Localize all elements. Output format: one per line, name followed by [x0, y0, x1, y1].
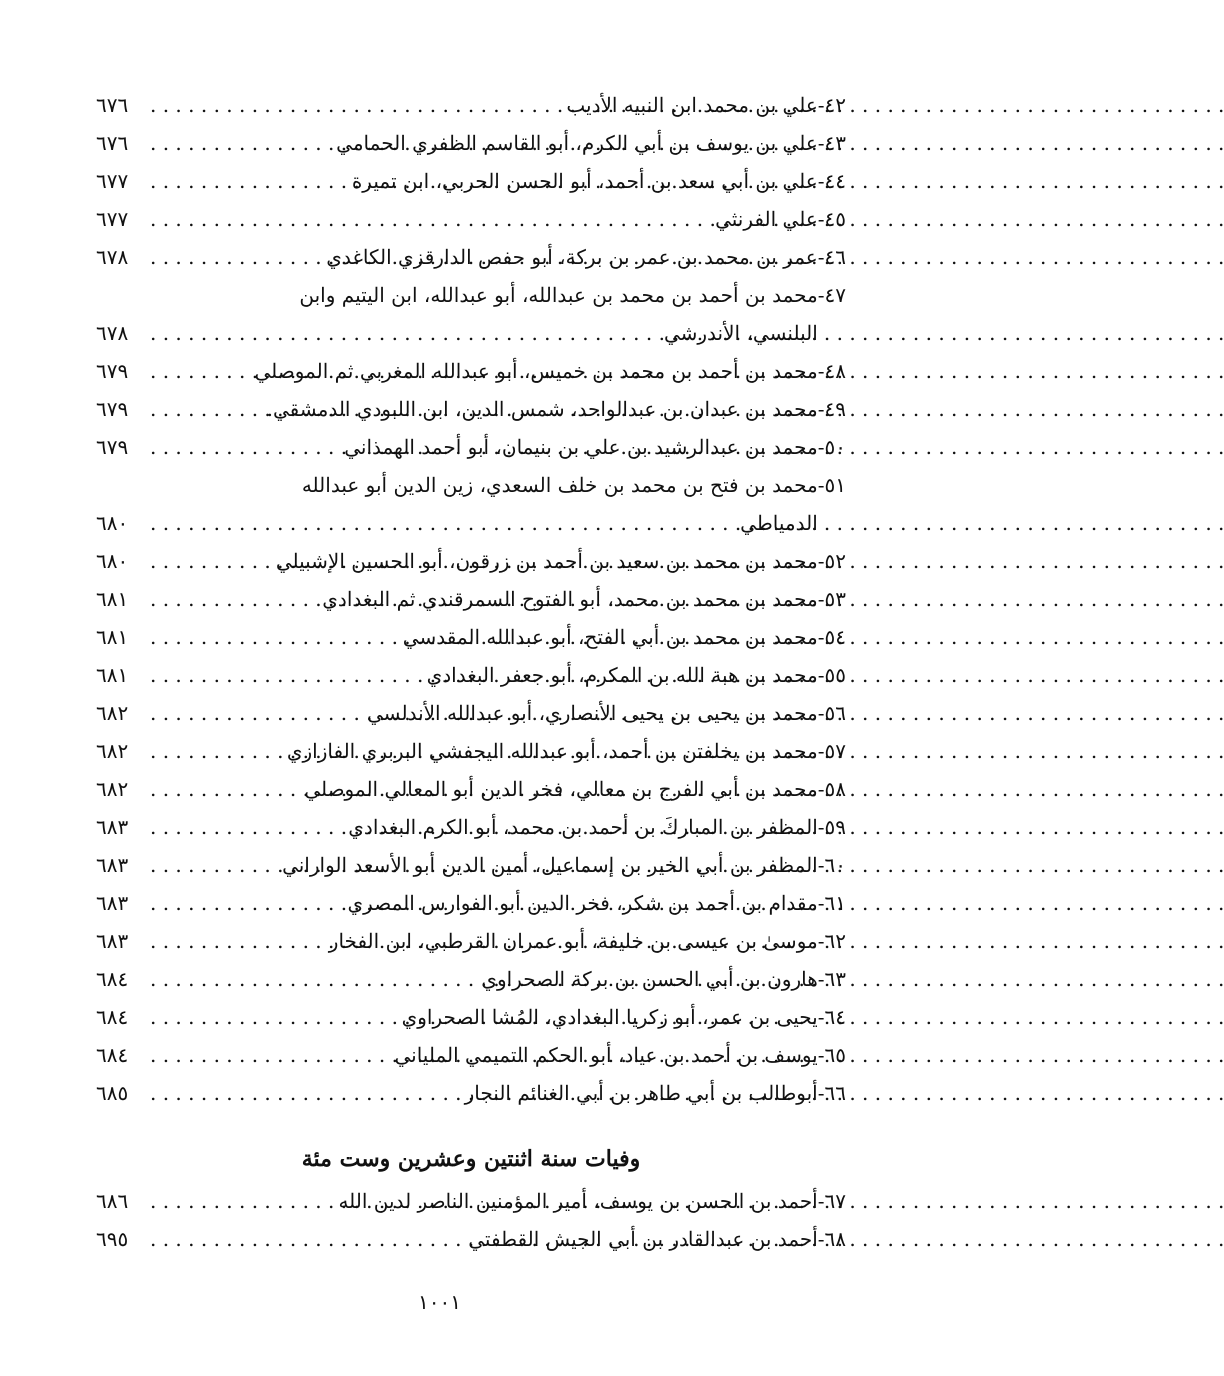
dot-leader: [144, 124, 336, 162]
toc-entry: [96, 960, 846, 998]
toc-list: [96, 86, 846, 1112]
entry-title: أحمد بن الحسن بن يوسف، أمير المؤمنين الناصر لدين الله: [338, 1189, 818, 1213]
entry-number: ٤٩-: [817, 397, 846, 421]
entry-number: ٤٢-: [817, 93, 846, 117]
toc-entry: [96, 1074, 846, 1112]
entry-title: محمد بن فتح بن محمد بن خلف السعدي، زين الدين أبو عبدالله: [301, 473, 818, 497]
toc-entry: [96, 1036, 846, 1074]
entry-number: ٦٥-: [817, 1043, 846, 1067]
entry-title: محمد بن محمد بن محمد، أبو الفتوح السمرقندي ثم البغدادي: [322, 587, 818, 611]
dot-leader: [144, 1074, 465, 1112]
entry-title: محمد بن أبي الفرج بن معالي، فخر الدين أبو المعالي الموصلي: [304, 777, 818, 801]
dot-leader: [144, 694, 367, 732]
toc-entry: [96, 846, 846, 884]
entry-page-number: ٦٨٥: [96, 1081, 129, 1105]
dot-leader: [144, 1220, 468, 1258]
entry-page-number: ٦٩٥: [96, 1227, 129, 1251]
dot-leader: [144, 846, 282, 884]
entry-title: محمد بن هبة الله بن المكرم، أبو جعفر البغدادي: [426, 663, 818, 687]
entry-number: ٥٤-: [817, 625, 846, 649]
entry-title: علي بن أبي سعد بن أحمد، أبو الحسن الحربي، ابن تميرة: [351, 169, 818, 193]
entry-title: علي بن محمد ابن النبيه الأديب: [566, 93, 818, 117]
dot-leader: [144, 314, 664, 352]
toc-entry: [96, 808, 846, 846]
dot-leader: [144, 922, 329, 960]
entry-page-number: ٦٨٢: [96, 777, 129, 801]
entry-number: ٤٦-: [817, 245, 846, 269]
entry-page-number: ٦٧٧: [96, 207, 129, 231]
dot-leader: [144, 542, 276, 580]
dot-leader: [144, 656, 427, 694]
toc-entry: [96, 770, 846, 808]
entry-number: ٤٥-: [817, 207, 846, 231]
entry-title: عمر بن محمد بن عمر بن بركة، أبو حفص الدارقزي الكاغدي: [326, 245, 818, 269]
dot-leader: [144, 960, 481, 998]
toc-entry: [96, 200, 846, 238]
entry-number: ٥٠-: [817, 435, 846, 459]
toc-entry: [96, 580, 846, 618]
entry-number: ٥٦-: [817, 701, 846, 725]
toc-entry: [96, 618, 846, 656]
toc-entry: [96, 428, 846, 466]
entry-number: ٥٥-: [817, 663, 846, 687]
toc-entry: [96, 390, 846, 428]
toc-entry: [96, 998, 846, 1036]
toc-entry: [96, 466, 846, 542]
toc-entry: [96, 542, 846, 580]
toc-entry: [96, 1220, 846, 1258]
entry-title: محمد بن أحمد بن محمد بن عبدالله، أبو عبدالله، ابن اليتيم وابن: [299, 283, 818, 307]
dot-leader: [144, 238, 326, 276]
dot-leader: [144, 998, 402, 1036]
entry-page-number: ٦٨١: [96, 663, 129, 687]
entry-number: ٦٠-: [817, 853, 846, 877]
dot-leader: [144, 390, 267, 428]
toc-entry: [96, 884, 846, 922]
entry-number: ٦٧-: [817, 1189, 846, 1213]
entry-page-number: ٦٨١: [96, 587, 129, 611]
toc-entry: [96, 276, 846, 352]
dot-leader: [144, 162, 352, 200]
dot-leader: [144, 504, 740, 542]
toc-entry: [96, 1182, 846, 1220]
entry-page-number: ٦٧٦: [96, 131, 129, 155]
dot-leader: [144, 808, 348, 846]
toc-entry: [96, 162, 846, 200]
entry-number: ٦٤-: [817, 1005, 846, 1029]
entry-number: ٦٦-: [817, 1081, 846, 1105]
dot-leader: [144, 86, 566, 124]
toc-entry: [96, 922, 846, 960]
entry-title: أبوطالب بن أبي طاهر بن أبي الغنائم النجار: [464, 1081, 818, 1105]
entry-title: يحيى بن عمر، أبو زكريا البغدادي، المُشا الصحراوي: [401, 1005, 818, 1029]
entry-page-number: ٦٧٨: [96, 245, 129, 269]
entry-page-number: ٦٨٠: [96, 549, 129, 573]
entry-number: ٥٩-: [817, 815, 846, 839]
toc-entry: [96, 124, 846, 162]
entry-page-number: ٦٨٤: [96, 1005, 129, 1029]
entry-title: البلنسي، الأندرشي: [663, 321, 818, 345]
entry-title: الدمياطي: [740, 511, 818, 535]
entry-page-number: ٦٨٣: [96, 929, 129, 953]
entry-number: ٤٣-: [817, 131, 846, 155]
entry-page-number: ٦٧٩: [96, 359, 129, 383]
dot-leader: [144, 1036, 394, 1074]
entry-title: محمد بن يخلفتن بن أحمد، أبو عبدالله اليجفشي البربري الفازازي: [286, 739, 818, 763]
entry-number: ٤٧-: [817, 283, 846, 307]
toc-entry: [96, 694, 846, 732]
entry-page-number: ٦٨٠: [96, 511, 129, 535]
entry-page-number: ٦٧٦: [96, 93, 129, 117]
dot-leader: [144, 770, 304, 808]
entry-title: المظفر بن المباركَ بن أحمد بن محمد، أبو الكرم البغدادي: [348, 815, 818, 839]
entry-title: محمد بن عبدان بن عبدالواحد، شمس الدين، ابن اللبودي الدمشقي.: [266, 397, 818, 421]
toc-entry: [96, 238, 846, 276]
entry-title: موسىٰ بن عيسى بن خليفة، أبو عمران القرطبي، ابن الفخار: [328, 929, 818, 953]
entry-title: أحمد بن عبدالقادر بن أبي الجيش القطفتي: [468, 1227, 818, 1251]
toc-entry: [96, 352, 846, 390]
entry-title: المظفر بن أبي الخير بن إسماعيل، أمين الدين أبو الأسعد الواراني: [282, 853, 818, 877]
dot-leader: [144, 732, 287, 770]
dot-leader: [144, 618, 403, 656]
entry-number: ٦٨-: [817, 1227, 846, 1251]
entry-page-number: ٦٨٣: [96, 815, 129, 839]
toc-list-second: [96, 1182, 846, 1258]
entry-title: محمد بن محمد بن أبي الفتح، أبو عبدالله المقدسي: [402, 625, 818, 649]
dot-leader: [144, 428, 344, 466]
entry-number: ٤٨-: [817, 359, 846, 383]
entry-number: ٥١-: [817, 473, 846, 497]
entry-page-number: ٦٧٩: [96, 397, 129, 421]
toc-entry: [96, 732, 846, 770]
entry-page-number: ٦٨٣: [96, 853, 129, 877]
entry-number: ٦٢-: [817, 929, 846, 953]
entry-page-number: ٦٨٦: [96, 1189, 129, 1213]
entry-page-number: ٦٨٢: [96, 701, 129, 725]
entry-number: ٥٧-: [817, 739, 846, 763]
section-heading: وفيات سنة اثنتين وعشرين وست مئة: [301, 1146, 641, 1172]
dot-leader: [144, 352, 254, 390]
entry-number: ٤٤-: [817, 169, 846, 193]
entry-number: ٦٣-: [817, 967, 846, 991]
entry-number: ٥٢-: [817, 549, 846, 573]
toc-entry: [96, 86, 846, 124]
entry-title: محمد بن عبدالرشيد بن علي بن بنيمان، أبو أحمد الهمذاني: [344, 435, 818, 459]
entry-page-number: ٦٨٤: [96, 967, 129, 991]
entry-title: محمد بن محمد بن سعيد بن أحمد بن زرقون، أبو الحسين الإشبيلي: [275, 549, 818, 573]
entry-page-number: ٦٧٨: [96, 321, 129, 345]
entry-page-number: ٦٨١: [96, 625, 129, 649]
entry-title: مقدام بن أحمد بن شكر، فخر الدين أبو الفوارس المصري: [347, 891, 818, 915]
entry-title: علي بن يوسف بن أبي الكرم، أبو القاسم الظفري الحمامي: [336, 131, 818, 155]
entry-title: علي الفرنثي: [715, 207, 818, 231]
entry-number: ٥٣-: [817, 587, 846, 611]
entry-title: هارون بن أبي الحسن بن بركة الصحراوي: [481, 967, 818, 991]
dot-leader: [144, 1182, 338, 1220]
entry-page-number: ٦٨٣: [96, 891, 129, 915]
dot-leader: [144, 580, 322, 618]
toc-entry: [96, 656, 846, 694]
entry-number: ٦١-: [817, 891, 846, 915]
dot-leader: [144, 884, 348, 922]
entry-page-number: ٦٨٢: [96, 739, 129, 763]
entry-title: محمد بن يحيى بن يحيى الأنصاري، أبو عبدالله الأندلسي: [366, 701, 818, 725]
entry-page-number: ٦٧٩: [96, 435, 129, 459]
entry-page-number: ٦٧٧: [96, 169, 129, 193]
entry-title: محمد بن أحمد بن محمد بن خميس، أبو عبدالله المغربي ثم الموصلي: [254, 359, 818, 383]
entry-number: ٥٨-: [817, 777, 846, 801]
entry-page-number: ٦٨٤: [96, 1043, 129, 1067]
page-number: ١٠٠١: [418, 1290, 461, 1314]
dot-leader: [144, 200, 715, 238]
entry-title: يوسف بن أحمد بن عياد، أبو الحكم التميمي الملياني: [394, 1043, 818, 1067]
